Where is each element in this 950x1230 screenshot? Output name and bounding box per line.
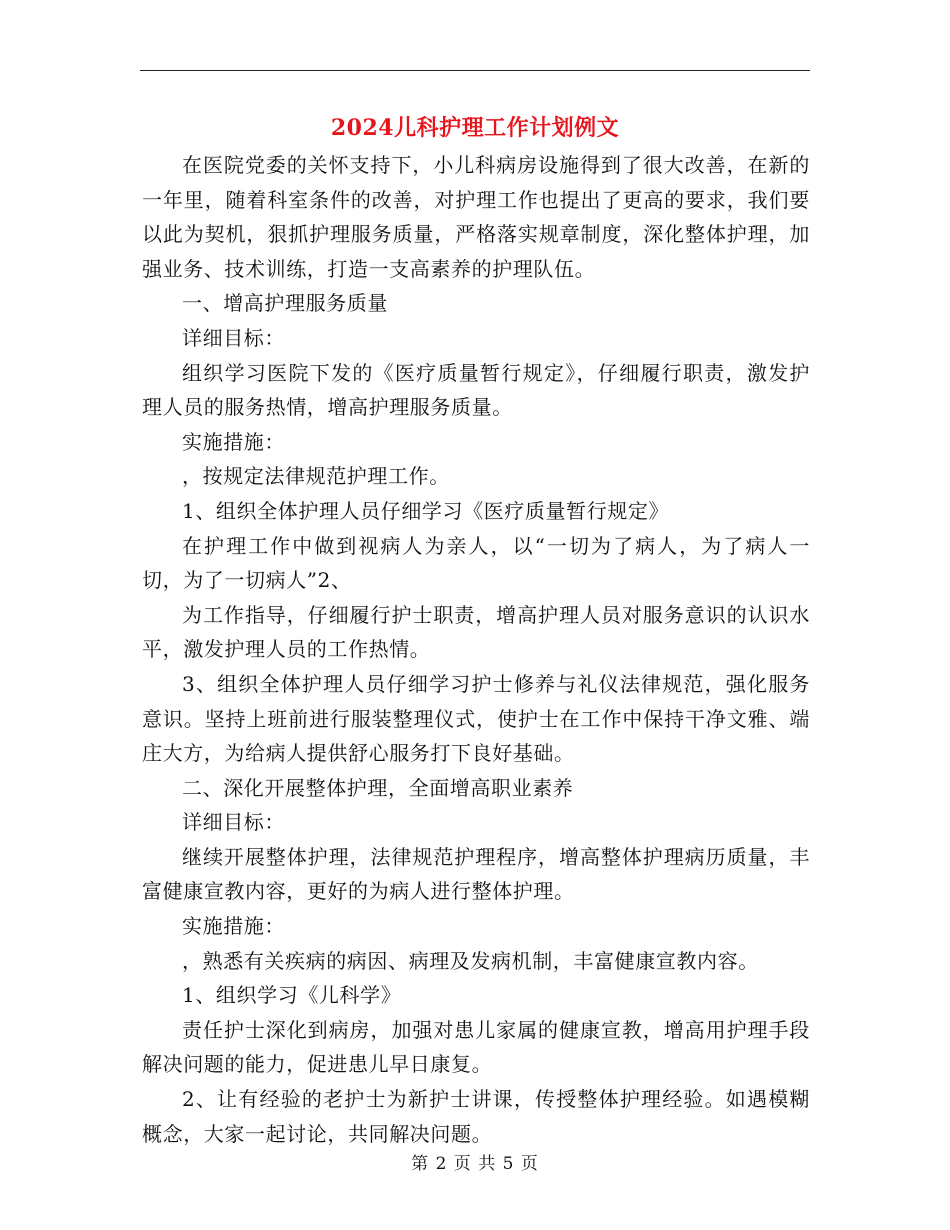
paragraph: ，按规定法律规范护理工作。 bbox=[182, 464, 450, 489]
document-body bbox=[142, 148, 810, 1151]
list-item: 3、组织全体护理人员仔细学习护士修养与礼仪法律规范，强化服务意识。坚持上班前进行服装整理仪式，使护士在工作中保持干净文雅、端庄大方，为给病人提供舒心服务打下良好基础。 bbox=[142, 671, 810, 766]
paragraph: 组织学习医院下发的《医疗质量暂行规定》，仔细履行职责，激发护理人员的服务热情，增高护理服务质量。 bbox=[142, 360, 810, 420]
paragraph: 责任护士深化到病房，加强对患儿家属的健康宣教，增高用护理手段解决问题的能力，促进患儿早日康复。 bbox=[142, 1017, 810, 1077]
list-item: 1、组织全体护理人员仔细学习《医疗质量暂行规定》 bbox=[182, 498, 670, 523]
subheading: 实施措施： bbox=[182, 429, 285, 454]
subheading: 实施措施： bbox=[182, 914, 285, 939]
paragraph: 在护理工作中做到视病人为亲人，以“一切为了病人，为了病人一切，为了一切病人”2、 bbox=[142, 533, 810, 593]
section-heading: 一、增高护理服务质量 bbox=[182, 291, 388, 316]
subheading: 详细目标： bbox=[182, 325, 285, 350]
header-rule bbox=[140, 70, 810, 71]
paragraph: ，熟悉有关疾病的病因、病理及发病机制，丰富健康宣教内容。 bbox=[182, 948, 759, 973]
section-heading: 二、深化开展整体护理，全面增高职业素养 bbox=[182, 775, 574, 800]
subheading: 详细目标： bbox=[182, 810, 285, 835]
document-title: 2024儿科护理工作计划例文 bbox=[330, 115, 620, 141]
page-number-footer: 第 2 页 共 5 页 bbox=[411, 1154, 539, 1174]
paragraph: 继续开展整体护理，法律规范护理程序，增高整体护理病历质量，丰富健康宣教内容，更好的为病人进行整体护理。 bbox=[142, 844, 810, 904]
list-item: 2、让有经验的老护士为新护士讲课，传授整体护理经验。如遇模糊概念，大家一起讨论，共同解决问题。 bbox=[142, 1087, 810, 1146]
paragraph: 在医院党委的关怀支持下，小儿科病房设施得到了很大改善，在新的一年里，随着科室条件的改善，对护理工作也提出了更高的要求，我们要以此为契机，狠抓护理服务质量，严格落实规章制度，深化整体护理，加强业务、技术训练，打造一支高素养的护理队伍。 bbox=[142, 153, 810, 281]
list-item: 1、组织学习《儿科学》 bbox=[182, 983, 402, 1008]
paragraph: 为工作指导，仔细履行护士职责，增高护理人员对服务意识的认识水平，激发护理人员的工作热情。 bbox=[142, 602, 810, 662]
